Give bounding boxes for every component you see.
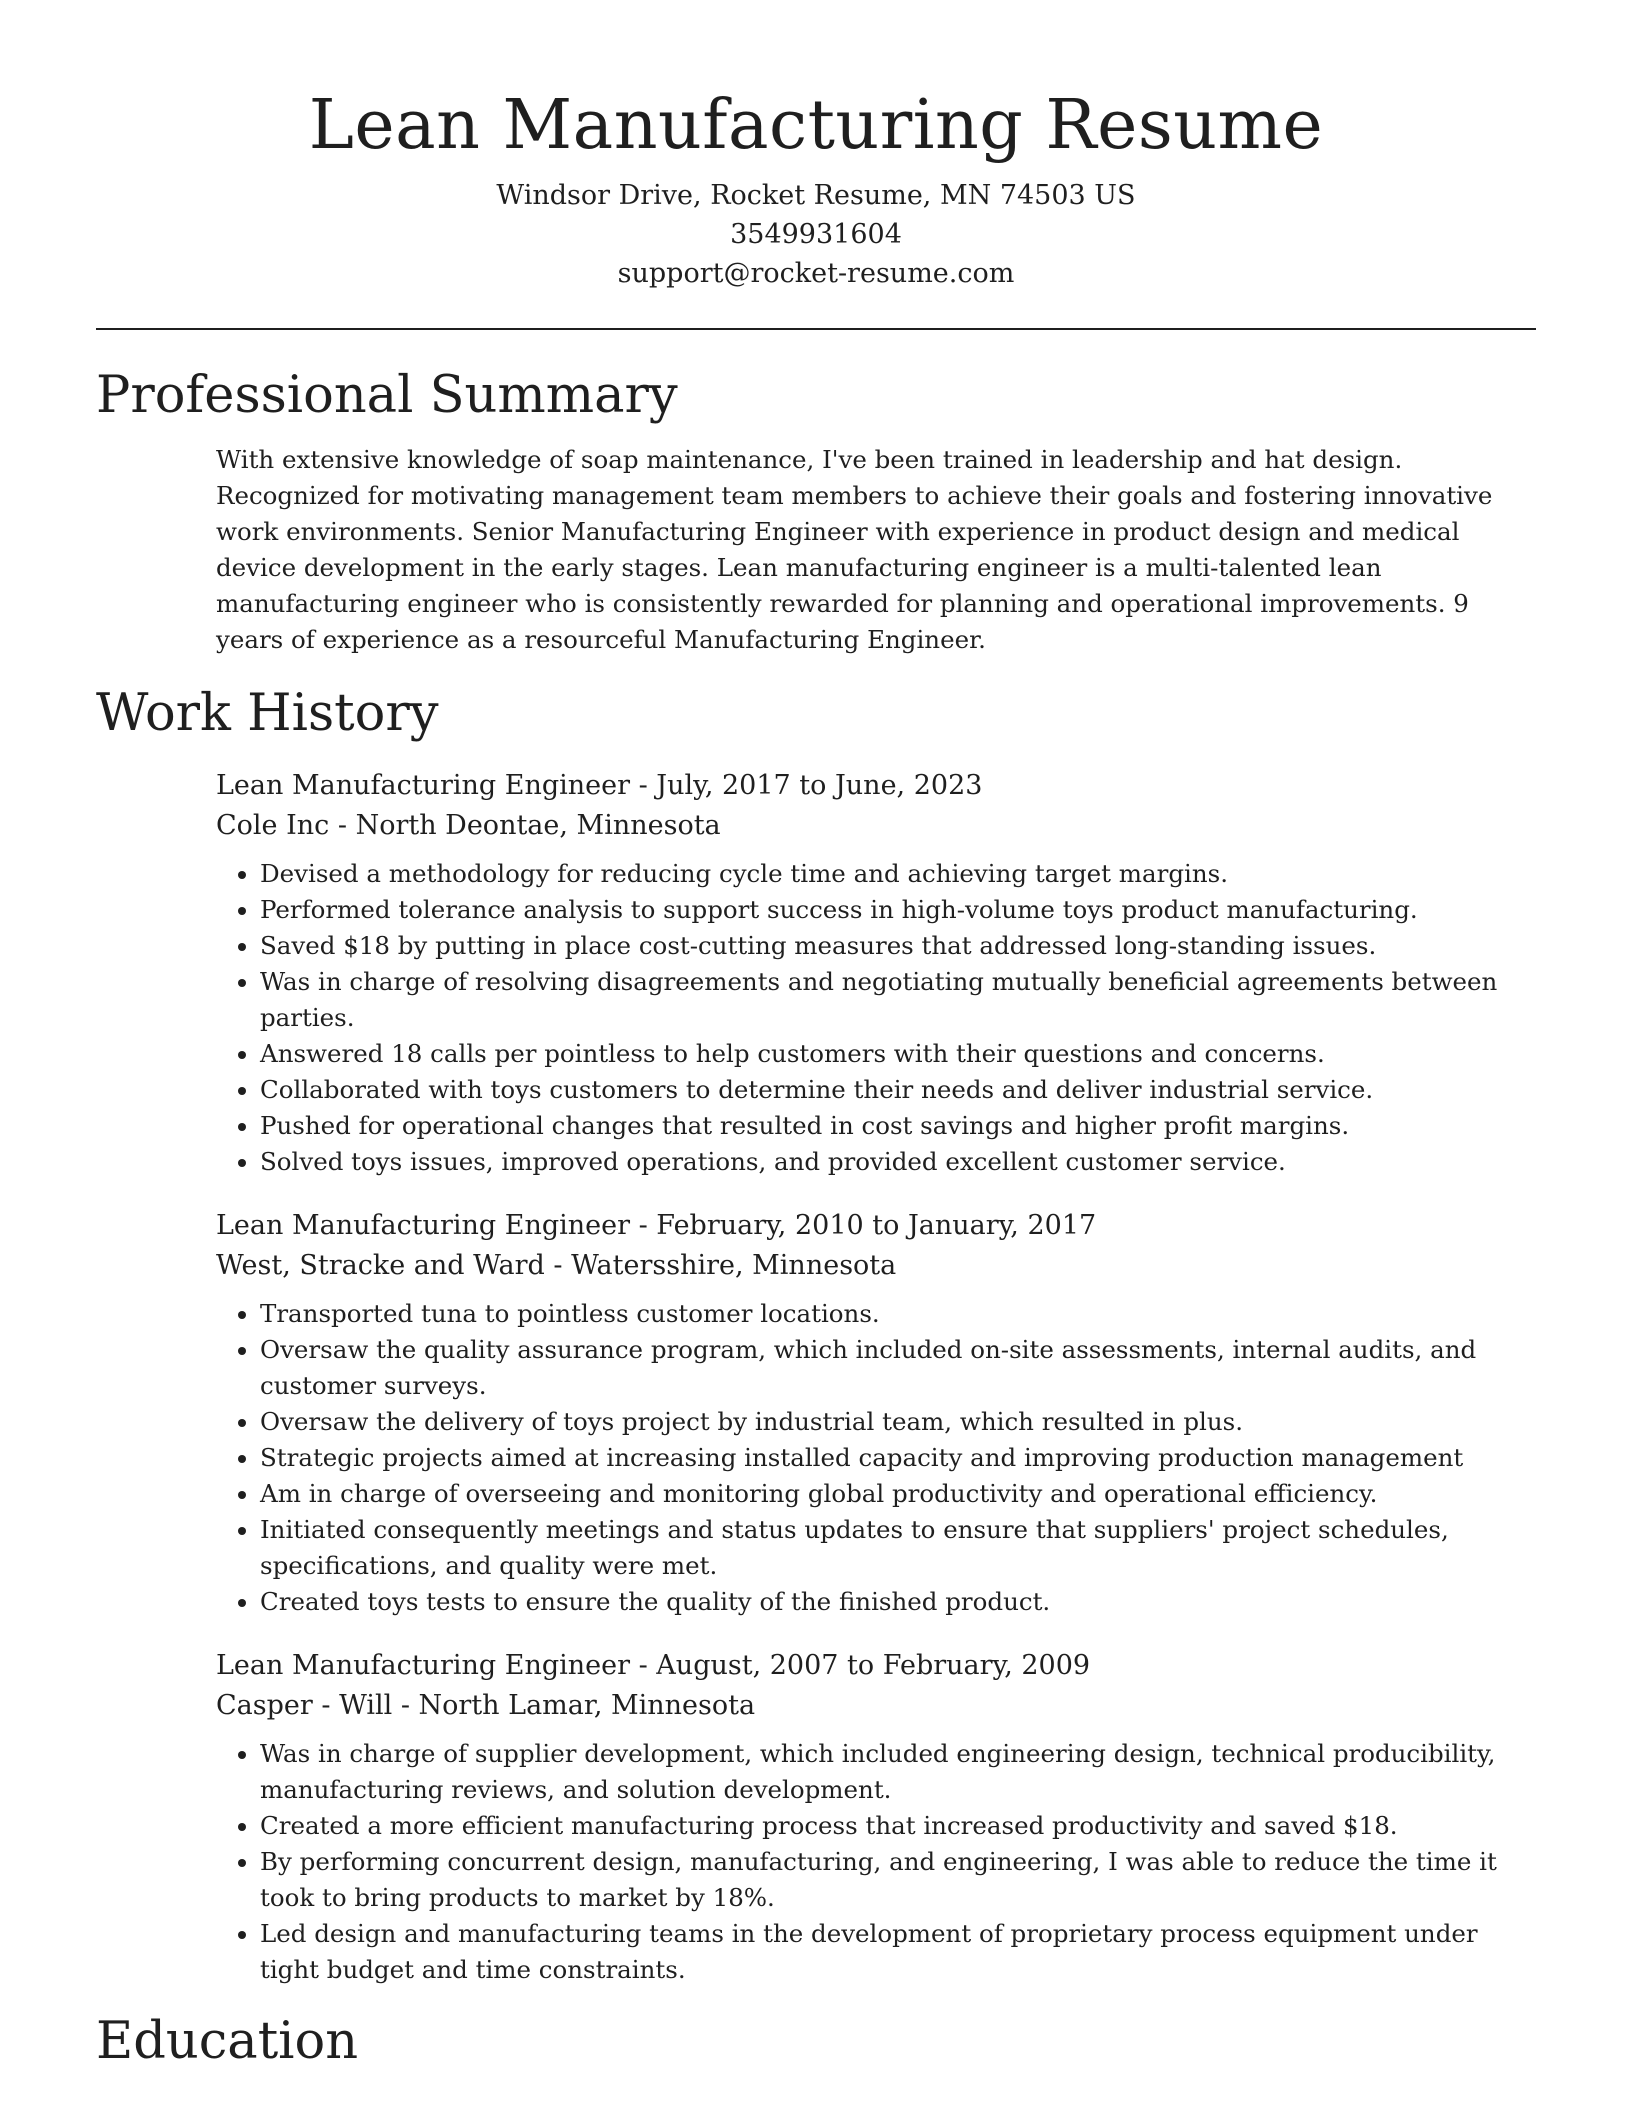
job-bullet: • Initiated consequently meetings and status updates to ensure that suppliers' project schedules, specifications, and quality were met.	[260, 1512, 1536, 1584]
job-company-line: Casper - Will - North Lamar, Minnesota	[216, 1690, 756, 1721]
job-bullet: • Answered 18 calls per pointless to help customers with their questions and concerns.	[260, 1036, 1536, 1072]
education-heading: Education	[96, 2012, 359, 2071]
job-bullet: • Saved $18 by putting in place cost-cutting measures that addressed long-standing issues.	[260, 928, 1536, 964]
job-bullet: • Oversaw the delivery of toys project by industrial team, which resulted in plus.	[260, 1404, 1536, 1440]
job-company-line: West, Stracke and Ward - Watersshire, Minnesota	[216, 1250, 897, 1281]
job-title-line: Lean Manufacturing Engineer - July, 2017 to June, 2023	[216, 770, 983, 801]
summary-text: With extensive knowledge of soap maintenance, I've been trained in leadership and hat design. Recognized for motivating management team members to achieve their goals and fostering innovative work environments. Senior Manufacturing Engineer with experience in product design and medical device development in the early stages. Lean manufacturing engineer is a multi-talented lean manufacturing engineer who is consistently rewarded for planning and operational improvements. 9 years of experience as a resourceful Manufacturing Engineer.	[216, 445, 1493, 654]
job-bullet: • Am in charge of overseeing and monitoring global productivity and operational efficiency.	[260, 1476, 1536, 1512]
job-bullet-list	[216, 1736, 1536, 1988]
job-bullet: • Was in charge of resolving disagreements and negotiating mutually beneficial agreements between parties.	[260, 964, 1536, 1036]
summary-heading: Professional Summary	[96, 366, 678, 425]
job-bullet: • Performed tolerance analysis to support success in high-volume toys product manufacturing.	[260, 892, 1536, 928]
job-bullet: • Transported tuna to pointless customer locations.	[260, 1296, 1536, 1332]
work-history-heading: Work History	[96, 684, 439, 743]
job-bullet: • By performing concurrent design, manufacturing, and engineering, I was able to reduce the time it took to bring products to market by 18%.	[260, 1844, 1536, 1916]
resume-header	[96, 0, 1536, 293]
job-bullet: • Was in charge of supplier development, which included engineering design, technical producibility, manufacturing reviews, and solution development.	[260, 1736, 1536, 1808]
job-bullet: • Strategic projects aimed at increasing installed capacity and improving production management	[260, 1440, 1536, 1476]
contact-address: Windsor Drive, Rocket Resume, MN 74503 US	[496, 180, 1136, 211]
job-title-line: Lean Manufacturing Engineer - February, 2010 to January, 2017	[216, 1210, 1097, 1241]
job-entry	[216, 1646, 1536, 1988]
job-bullet-list	[216, 856, 1536, 1180]
job-bullet-list	[216, 1296, 1536, 1620]
job-bullet: • Collaborated with toys customers to determine their needs and deliver industrial service.	[260, 1072, 1536, 1108]
contact-email: support@rocket-resume.com	[617, 258, 1015, 289]
job-bullet: • Pushed for operational changes that resulted in cost savings and higher profit margins.	[260, 1108, 1536, 1144]
resume-page	[96, 0, 1536, 2074]
contact-info	[96, 176, 1536, 293]
job-bullet: • Oversaw the quality assurance program, which included on-site assessments, internal audits, and customer surveys.	[260, 1332, 1536, 1404]
contact-phone: 3549931604	[730, 219, 902, 250]
job-bullet: • Created toys tests to ensure the quality of the finished product.	[260, 1584, 1536, 1620]
job-bullet: • Led design and manufacturing teams in the development of proprietary process equipment under tight budget and time constraints.	[260, 1916, 1536, 1988]
job-company-line: Cole Inc - North Deontae, Minnesota	[216, 810, 721, 841]
job-bullet: • Solved toys issues, improved operations, and provided excellent customer service.	[260, 1144, 1536, 1180]
job-bullet: • Devised a methodology for reducing cycle time and achieving target margins.	[260, 856, 1536, 892]
resume-title: Lean Manufacturing Resume	[308, 86, 1324, 165]
job-entry	[216, 766, 1536, 1180]
job-title-line: Lean Manufacturing Engineer - August, 2007 to February, 2009	[216, 1650, 1091, 1681]
header-divider	[96, 328, 1536, 330]
job-entry	[216, 1206, 1536, 1620]
job-bullet: • Created a more efficient manufacturing process that increased productivity and saved $18.	[260, 1808, 1536, 1844]
